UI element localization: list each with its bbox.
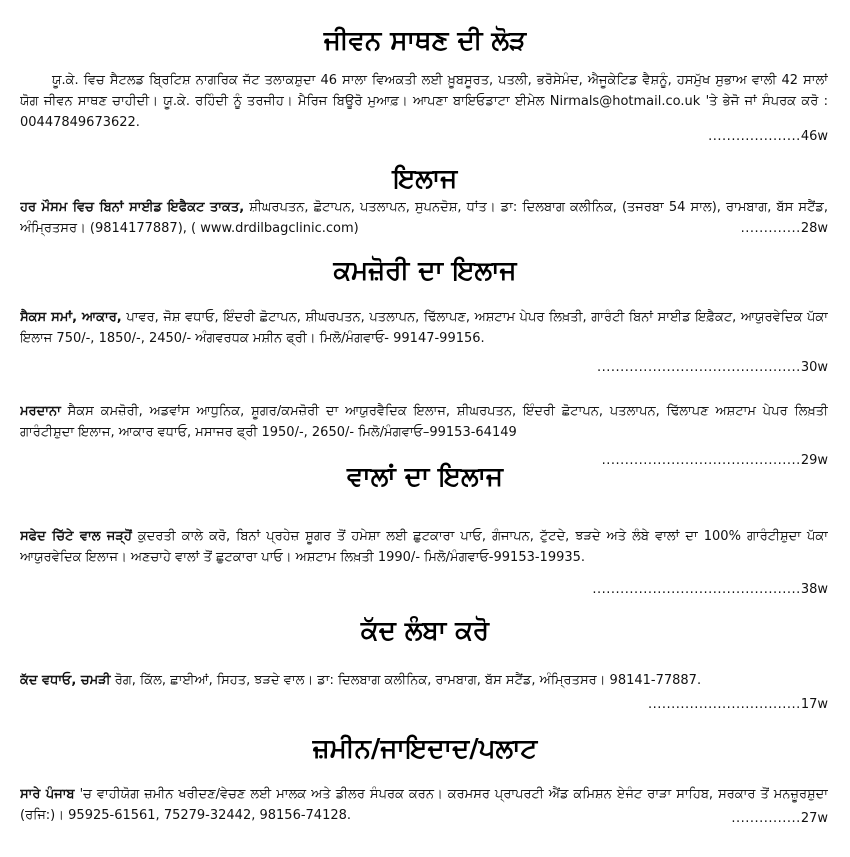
ad-code: 28w (800, 221, 828, 236)
ad-lead: ਕੱਦ ਵਧਾਓ, ਚਮੜੀ (20, 673, 111, 688)
section-heading-property: ਜ਼ਮੀਨ/ਜਾਇਦਾਦ/ਪਲਾਟ (312, 734, 538, 764)
ad-text: ਸ਼ੀਘਰਪਤਨ, ਛੋਟਾਪਨ, ਪਤਲਾਪਨ, ਸੁਪਨਦੋਸ਼, ਧਾਂਤ। ਡਾ: ਦਿਲਬਾਗ ਕਲੀਨਿਕ, (ਤਜਰਬਾ 54 ਸਾਲ), ਰਾਮਬਾਗ, ਬੱਸ ਸਟੈਂਡ, ਅੰਮ੍ਰਿਤਸਰ। (9814177887), ( www.drdilbagclinic.com) (20, 200, 828, 236)
ad-lead: ਹਰ ਮੌਸਮ ਵਿਚ ਬਿਨਾਂ ਸਾਈਡ ਇਫੈਕਟ ਤਾਕਤ, (20, 200, 245, 215)
section-heading-height: ਕੱਦ ਲੰਬਾ ਕਰੋ (360, 616, 490, 646)
ad-code: 38w (800, 582, 828, 597)
ad-text: ਸੈਕਸ ਕਮਜ਼ੋਰੀ, ਅਡਵਾਂਸ ਆਧੁਨਿਕ, ਸ਼ੂਗਰ/ਕਮਜ਼ੋਰੀ ਦਾ ਆਯੁਰਵੈਦਿਕ ਇਲਾਜ, ਸ਼ੀਘਰਪਤਨ, ਇੰਦਰੀ ਛੋਟਾਪਨ, ਪਤਲਾਪਨ, ਢਿੱਲਾਪਣ ਅਸ਼ਟਾਮ ਪੇਪਰ ਲਿਖ਼ਤੀ ਗਾਰੰਟੀਸ਼ੁਦਾ ਇਲਾਜ, ਆਕਾਰ ਵਧਾਓ, ਮਸਾਜਰ ਫ੍ਰੀ 1950/-, 2650/- ਮਿਲੋ/ਮੰਗਵਾਓ–99153-64149 (20, 404, 828, 440)
section-heading-weakness: ਕਮਜ਼ੋਰੀ ਦਾ ਇਲਾਜ (333, 256, 517, 286)
ad-text: ਰੋਗ, ਕਿੱਲ, ਛਾਈਆਂ, ਸਿਹਤ, ਝੜਦੇ ਵਾਲ। ਡਾ: ਦਿਲਬਾਗ ਕਲੀਨਿਕ, ਰਾਮਬਾਗ, ਬੱਸ ਸਟੈਂਡ, ਅੰਮ੍ਰਿਤਸਰ। 98141-77887. (114, 673, 702, 688)
ad-code: 29w (800, 453, 828, 468)
ad-dots: ............................................. (592, 582, 801, 597)
classified-ad (20, 784, 828, 826)
ad-code-line (727, 808, 828, 829)
ad-dots: ........................................... (601, 453, 801, 468)
ad-code-line (737, 218, 828, 239)
ad-dots: ................................. (647, 697, 801, 712)
ad-code-line (644, 694, 828, 715)
ad-text: ਪਾਵਰ, ਜੋਸ਼ ਵਧਾਓ, ਇੰਦਰੀ ਛੋਟਾਪਨ, ਸ਼ੀਘਰਪਤਨ, ਪਤਲਾਪਨ, ਢਿੱਲਾਪਣ, ਅਸ਼ਟਾਮ ਪੇਪਰ ਲਿਖ਼ਤੀ, ਗਾਰੰਟੀ ਬਿਨਾਂ ਸਾਈਡ ਇਫ਼ੈਕਟ, ਆਯੁਰਵੇਦਿਕ ਪੱਕਾ ਇਲਾਜ 750/-, 1850/-, 2450/- ਅੰਗਵਰਧਕ ਮਸ਼ੀਨ ਫ੍ਰੀ। ਮਿਲੋ/ਮੰਗਵਾਓ- 99147-99156. (20, 310, 828, 346)
ad-dots: ............................................ (596, 360, 801, 375)
ad-text: 'ਚ ਵਾਹੀਯੋਗ ਜ਼ਮੀਨ ਖਰੀਦਣ/ਵੇਚਣ ਲਈ ਮਾਲਕ ਅਤੇ ਡੀਲਰ ਸੰਪਰਕ ਕਰਨ। ਕਰਮਸਰ ਪ੍ਰਾਪਰਟੀ ਐਂਡ ਕਮਿਸ਼ਨ ਏਜੰਟ ਰਾੜਾ ਸਾਹਿਬ, ਸਰਕਾਰ ਤੋਂ ਮਨਜ਼ੂਰਸ਼ੁਦਾ (ਰਜਿ:)। 95925-61561, 75279-32442, 98156-74128. (20, 787, 828, 823)
ad-dots: .................... (708, 129, 801, 144)
ad-code: 30w (800, 360, 828, 375)
ad-text: ਕੁਦਰਤੀ ਕਾਲੇ ਕਰੋ, ਬਿਨਾਂ ਪ੍ਰਹੇਜ਼ ਸ਼ੂਗਰ ਤੋਂ ਹਮੇਸ਼ਾ ਲਈ ਛੁਟਕਾਰਾ ਪਾਓ, ਗੰਜਾਪਨ, ਟੁੱਟਦੇ, ਝੜਦੇ ਅਤੇ ਲੰਬੇ ਵਾਲਾਂ ਦਾ 100% ਗਾਰੰਟੀਸ਼ੁਦਾ ਪੱਕਾ ਆਯੁਰਵੇਦਿਕ ਇਲਾਜ। ਅਣਚਾਹੇ ਵਾਲਾਂ ਤੋਂ ਛੁਟਕਾਰਾ ਪਾਓ। ਅਸ਼ਟਾਮ ਲਿਖ਼ਤੀ 1990/- ਮਿਲੋ/ਮੰਗਵਾਓ-99153-19935. (20, 529, 828, 565)
section-heading-hair: ਵਾਲਾਂ ਦਾ ਇਲਾਜ (347, 462, 503, 492)
section-heading-matrimonial: ਜੀਵਨ ਸਾਥਣ ਦੀ ਲੋੜ (323, 26, 527, 56)
ad-code-line (593, 357, 828, 378)
ad-code-line (588, 579, 828, 600)
ad-lead: ਸਾਰੇ ਪੰਜਾਬ (20, 787, 75, 802)
section-heading-treatment: ਇਲਾਜ (392, 164, 458, 194)
classified-ad (20, 197, 828, 239)
ad-code: 17w (800, 697, 828, 712)
ad-dots: ............. (740, 221, 801, 236)
ad-code-line (704, 126, 828, 147)
ad-dots: ............... (731, 811, 801, 826)
ad-code: 46w (800, 129, 828, 144)
ad-lead: ਮਰਦਾਨਾ (20, 404, 61, 419)
ad-text: ਯੂ.ਕੇ. ਵਿਚ ਸੈਟਲਡ ਬ੍ਰਿਟਿਸ਼ ਨਾਗਰਿਕ ਜੱਟ ਤਲਾਕਸ਼ੁਦਾ 46 ਸਾਲਾ ਵਿਅਕਤੀ ਲਈ ਖ਼ੂਬਸੂਰਤ, ਪਤਲੀ, ਭਰੋਸੇਮੰਦ, ਐਜੂਕੇਟਿਡ ਵੈਸ਼ਨੂੰ, ਹਸਮੁੱਖ ਸੁਭਾਅ ਵਾਲੀ 42 ਸਾਲਾਂ ਯੋਗ ਜੀਵਨ ਸਾਥਣ ਚਾਹੀਦੀ। ਯੂ.ਕੇ. ਰਹਿੰਦੀ ਨੂੰ ਤਰਜੀਹ। ਮੈਰਿਜ ਬਿਊਰੋ ਮੁਆਫ਼। ਆਪਣਾ ਬਾਇਓਡਾਟਾ ਈਮੇਲ Nirmals@hotmail.co.uk 'ਤੇ ਭੇਜੋ ਜਾਂ ਸੰਪਰਕ ਕਰੋ : 00447849673622. (20, 73, 828, 130)
ad-lead: ਸਫੇਦ ਚਿੱਟੇ ਵਾਲ ਜੜ੍ਹੋਂ (20, 529, 132, 544)
ad-lead: ਸੈਕਸ ਸਮਾਂ, ਆਕਾਰ, (20, 310, 122, 325)
ad-code: 27w (800, 811, 828, 826)
